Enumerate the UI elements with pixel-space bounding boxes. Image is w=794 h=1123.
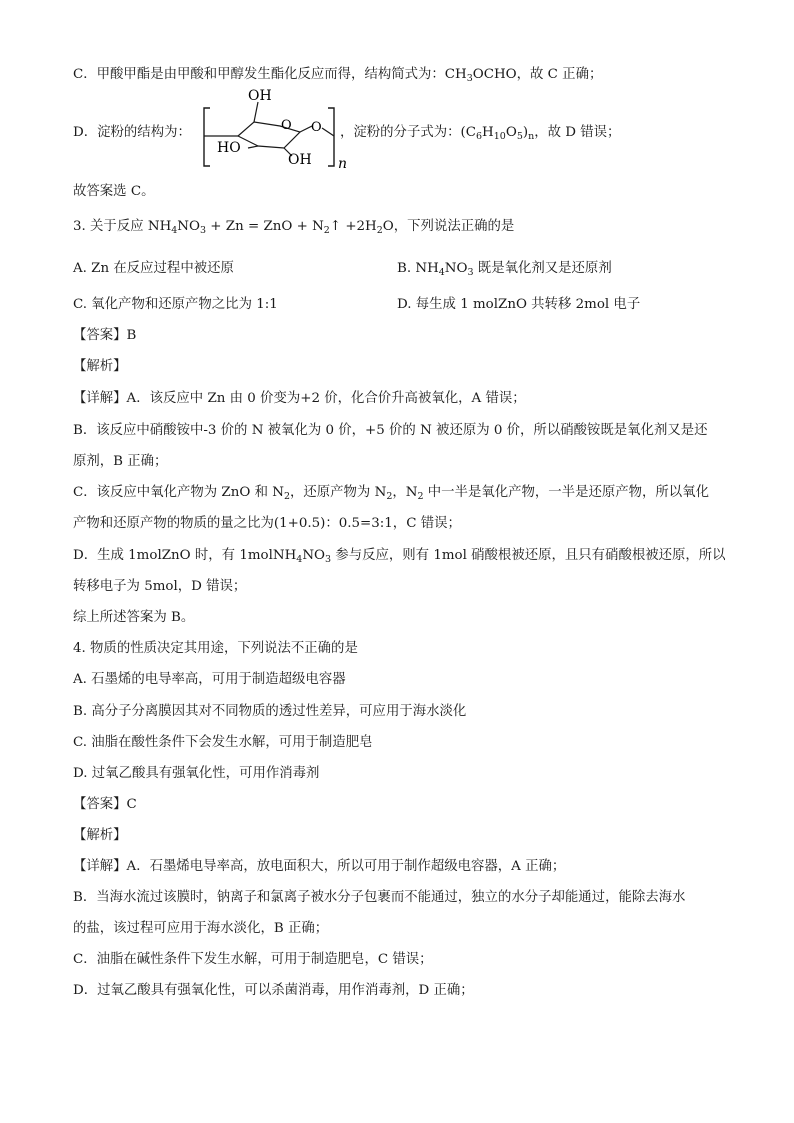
stem-text: ↑ +2H [329,219,377,234]
formula-text: ) [522,125,529,140]
q2-conclusion: 故答案选 C。 [73,184,155,199]
q4-detail-1: 【详解】A．石墨烯电导率高，放电面积大，所以可用于制作超级电容器，A 正确； [73,859,566,874]
detail-text: 中一半是氧化产物，一半是还原产物，所以氧化 [423,485,709,500]
q4-detail-5: D．过氧乙酸具有强氧化性，可以杀菌消毒，用作消毒剂，D 正确； [73,983,474,998]
subscript: 10 [493,131,506,142]
q3-detail-3: 原剂，B 正确； [73,454,168,469]
subscript: 5 [516,131,523,142]
detail-text: D．生成 1molZnO 时，有 1molNH [73,548,297,563]
subscript: 2 [283,491,290,502]
stem-text: NO [177,219,200,234]
q4-answer: 【答案】C [73,797,137,812]
subscript: 4 [296,554,303,565]
subscript: 3 [466,73,473,84]
q3-detail-2: B．该反应中硝酸铵中-3 价的 N 被氧化为 0 价，+5 价的 N 被还原为 0 价，所以硝酸铵既是氧化剂又是还 [73,423,708,438]
subscript: 2 [386,491,393,502]
q3-detail-4 [73,483,709,507]
subscript: 3 [325,554,332,565]
q4-detail-4: C．油脂在碱性条件下发生水解，可用于制造肥皂，C 错误； [73,952,433,967]
q3-option-b [397,259,612,283]
label-ho-left: HO [217,140,241,156]
q2-analysis-d-formula [340,123,620,147]
subscript: 3 [200,225,207,236]
q2-c-text-end: OCHO，故 C 正确； [472,67,603,82]
detail-text: NO [302,548,326,563]
q4-option-b: B. 高分子分离膜因其对不同物质的透过性差异，可应用于海水淡化 [73,704,467,719]
q4-stem: 4. 物质的性质决定其用途，下列说法不正确的是 [73,641,358,656]
left-bracket [204,108,210,166]
detail-text: ，还原产物为 N [289,485,387,500]
option-text: B. NH [397,261,439,276]
q3-detail-7: 转移电子为 5mol，D 错误； [73,579,247,594]
label-n: n [338,156,348,170]
q4-option-c: C. 油脂在酸性条件下会发生水解，可用于制造肥皂 [73,735,373,750]
q3-detail-5: 产物和还原产物的物质的量之比为(1+0.5)：0.5=3:1，C 错误； [73,516,461,531]
formula-text: O [505,125,517,140]
q3-option-c: C. 氧化产物和还原产物之比为 1:1 [73,297,278,312]
subscript: n [528,131,535,142]
detail-text: ，N [392,485,418,500]
option-text: NO [444,261,468,276]
q4-option-a: A. 石墨烯的电导率高，可用于制造超级电容器 [73,672,346,687]
q4-analysis-label: 【解析】 [73,828,127,843]
q3-analysis-label: 【解析】 [73,359,127,374]
right-bracket [328,108,334,166]
label-oh-top: OH [248,88,272,104]
formula-text: ，淀粉的分子式为：(C [340,125,476,140]
subscript: 2 [323,225,330,236]
q4-detail-2: B．当海水流过该膜时，钠离子和氯离子被水分子包裹而不能通过，独立的水分子却能通过，能除去海水 [73,890,686,905]
subscript: 4 [438,267,445,278]
q3-detail-1: 【详解】A．该反应中 Zn 由 0 价变为+2 价，化合价升高被氧化，A 错误； [73,391,526,406]
label-oh-right: OH [288,152,312,168]
q3-option-d: D. 每生成 1 molZnO 共转移 2mol 电子 [397,297,641,312]
subscript: 2 [376,225,383,236]
stem-text: 3. 关于反应 NH [73,219,172,234]
label-ring-o: O [281,118,292,133]
formula-text: H [482,125,494,140]
q3-detail-6 [73,546,726,570]
stem-text: O，下列说法正确的是 [382,219,515,234]
starch-structure-diagram [200,86,352,170]
q3-answer: 【答案】B [73,328,137,343]
q4-option-d: D. 过氧乙酸具有强氧化性，可用作消毒剂 [73,766,320,781]
stem-text: + Zn = ZnO + N [206,219,324,234]
detail-text: 参与反应，则有 1mol 硝酸根被还原，且只有硝酸根被还原，所以 [331,548,726,563]
option-text: 既是氧化剂又是还原剂 [473,261,612,276]
subscript: 2 [417,491,424,502]
label-link-o: O [311,120,322,135]
detail-text: C．该反应中氧化产物为 ZnO 和 N [73,485,284,500]
formula-text: ，故 D 错误； [534,125,621,140]
subscript: 4 [171,225,178,236]
q3-option-a: A. Zn 在反应过程中被还原 [73,261,234,276]
subscript: 6 [476,131,483,142]
q4-detail-3: 的盐，该过程可应用于海水淡化，B 正确； [73,921,329,936]
subscript: 3 [467,267,474,278]
q2-c-text: C．甲酸甲酯是由甲酸和甲醇发生酯化反应而得，结构简式为：CH [73,67,467,82]
q2-analysis-d-prefix: D．淀粉的结构为： [73,125,191,140]
q3-summary: 综上所述答案为 B。 [73,610,195,625]
q3-stem [73,217,514,241]
